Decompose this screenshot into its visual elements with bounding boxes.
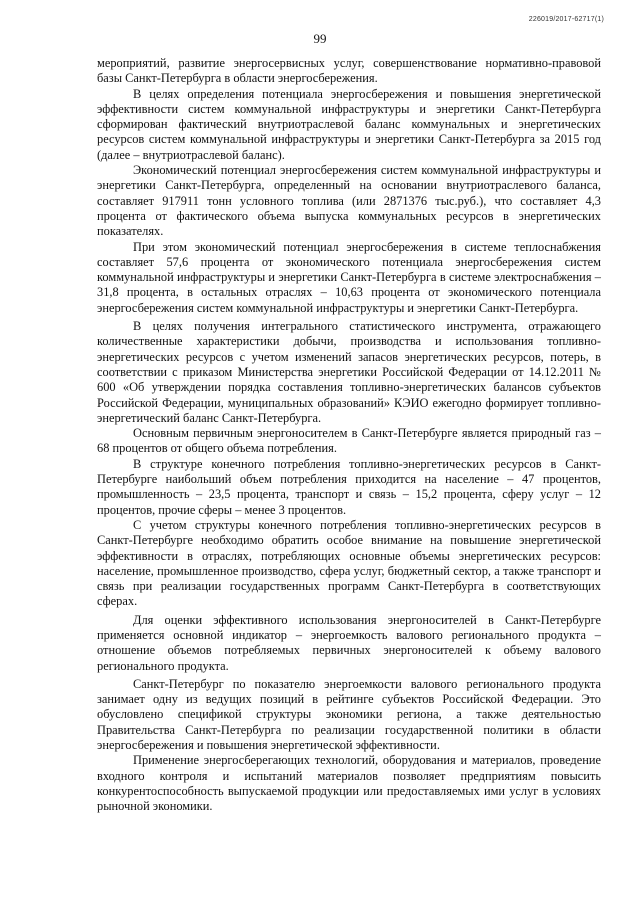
page-number: 99 — [313, 31, 327, 46]
document-body — [97, 56, 601, 815]
paragraph-economic-potential: Экономический потенциал энергосбережения систем коммунальной инфраструктуры и энергетики Санкт-Петербурга, определенный на основании внутриотраслевого баланса, составляет 917911 тонн условного топлива (или 2871376 тыс.руб.), что составляет 4,3 процента от фактического объема выпуска коммунальных ресурсов в энергетических показателях. — [97, 163, 601, 239]
paragraph-efficiency-focus: С учетом структуры конечного потребления топливно-энергетических ресурсов в Санкт-Петербурге необходимо обратить особое внимание на повышение энергетической эффективности в отраслях, потребляющих основные объемы энергетических ресурсов: население, промышленное производство, сфера услуг, бюджетный сектор, а также транспорт и связь при реализации государственных программ Санкт-Петербурга в соответствующих сферах. — [97, 517, 601, 609]
paragraph-continuation: мероприятий, развитие энергосервисных услуг, совершенствование нормативно-правовой базы Санкт-Петербурга в области энергосбережения. — [97, 56, 601, 86]
paragraph-primary-energy-carrier: Основным первичным энергоносителем в Санкт-Петербурге является природный газ – 68 процентов от общего объема потребления. — [97, 426, 601, 456]
paragraph-fuel-energy-balance: В целях получения интегрального статистического инструмента, отражающего количественные характеристики добычи, производства и использования топливно-энергетических ресурсов с учетом изменений запасов энергетических ресурсов, потерь, в соответствии с приказом Министерства энергетики Российской Федерации от 14.12.2011 № 600 «Об утверждении порядка составления топливно-энергетических балансов субъектов Российской Федерации, муниципальных образований» КЭИО ежегодно формирует топливно-энергетический баланс Санкт-Петербурга. — [97, 319, 601, 425]
paragraph-consumption-structure: В структуре конечного потребления топливно-энергетических ресурсов в Санкт-Петербурге наибольший объем потребления приходится на население – 47 процентов, промышленность – 23,5 процента, транспорт и связь – 15,2 процента, сферу услуг – 12 процентов, прочие сферы – менее 3 процентов. — [97, 456, 601, 517]
paragraph-potential-breakdown: При этом экономический потенциал энергосбережения в системе теплоснабжения составляет 57,6 процента от экономического потенциала энергосбережения систем коммунальной инфраструктуры и энергетики Санкт-Петербурга в системе электроснабжения – 31,8 процента, в остальных отраслях – 10,63 процента от экономического потенциала энергосбережения систем коммунальной инфраструктуры и энергетики Санкт-Петербурга. — [97, 239, 601, 315]
paragraph-balance-formation: В целях определения потенциала энергосбережения и повышения энергетической эффективности систем коммунальной инфраструктуры и энергетики Санкт-Петербурга сформирован фактический внутриотраслевой баланс коммунальных и энергетических ресурсов систем коммунальной инфраструктуры и энергетики Санкт-Петербурга за 2015 год (далее – внутриотраслевой баланс). — [97, 86, 601, 162]
paragraph-regional-ranking: Санкт-Петербург по показателю энергоемкости валового регионального продукта занимает одну из ведущих позиций в рейтинге субъектов Российской Федерации. Это обусловлено спецификой структуры экономики региона, а также деятельностью Правительства Санкт-Петербурга по реализации государственной политики в области энергосбережения и повышения энергетической эффективности. — [97, 676, 601, 753]
paragraph-energy-saving-technologies: Применение энергосберегающих технологий, оборудования и материалов, проведение входного контроля и испытаний материалов позволяет предприятиям повысить конкурентоспособность выпускаемой продукции или предоставляемых ими услуг в условиях рыночной экономики. — [97, 753, 601, 814]
paragraph-energy-intensity-indicator: Для оценки эффективного использования энергоносителей в Санкт-Петербурге применяется основной индикатор – энергоемкость валового регионального продукта – отношение объемов потребляемых первичных энергоносителей к объему валового регионального продукта. — [97, 612, 601, 673]
document-registration-number: 226019/2017-62717(1) — [528, 16, 604, 23]
